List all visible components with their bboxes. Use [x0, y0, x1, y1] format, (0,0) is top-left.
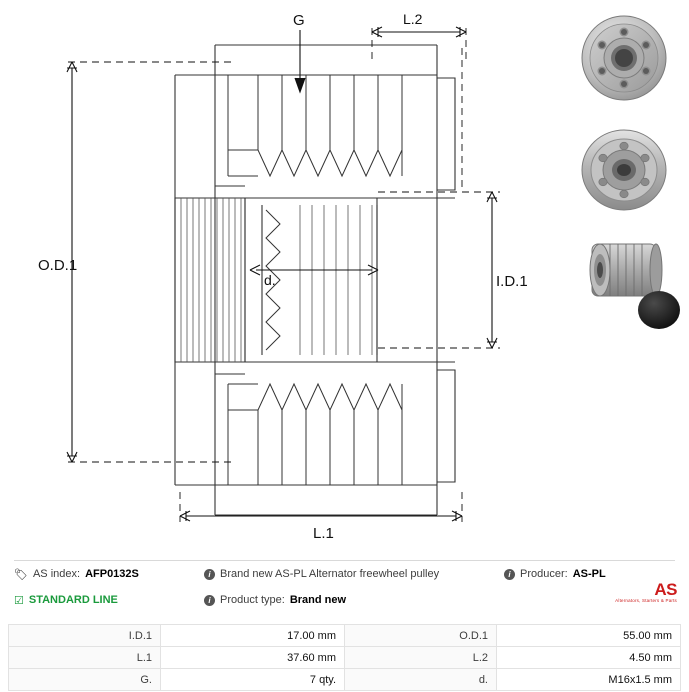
dimension-label-d: d. — [264, 272, 276, 288]
tag-icon: 🏷 — [14, 568, 28, 581]
as-index-label: AS index: — [32, 568, 81, 580]
table-row — [9, 625, 681, 647]
dimension-label-od1: O.D.1 — [38, 257, 78, 274]
photo-pulley-front-view[interactable] — [572, 6, 676, 110]
product-type-cell — [204, 594, 504, 606]
as-index-value: AFP0132S — [85, 568, 139, 580]
standard-line-cell — [14, 594, 204, 607]
brand-tagline: Alternators, Starters & Parts — [615, 598, 677, 603]
as-pl-brand-logo — [615, 581, 677, 604]
table-row — [9, 669, 681, 691]
check-icon: ☑ — [14, 594, 24, 607]
photo-cap-view[interactable] — [636, 288, 682, 332]
product-info-block — [0, 560, 689, 613]
spec-value-l2: 4.50 mm — [497, 647, 681, 669]
spec-label-l1: L.1 — [9, 647, 161, 669]
dimension-label-l1: L.1 — [313, 525, 334, 542]
info-row-2 — [14, 587, 675, 613]
spec-label-od1: O.D.1 — [345, 625, 497, 647]
standard-line-label: STANDARD LINE — [28, 594, 118, 606]
info-icon: i — [204, 595, 215, 606]
producer-cell — [504, 568, 675, 580]
brand-name: AS — [654, 580, 677, 599]
spec-label-l2: L.2 — [345, 647, 497, 669]
spec-value-od1: 55.00 mm — [497, 625, 681, 647]
product-type-value: Brand new — [289, 594, 347, 606]
dimension-label-id1: I.D.1 — [496, 273, 528, 290]
info-icon: i — [504, 569, 515, 580]
specifications-table — [8, 624, 681, 691]
spec-label-id1: I.D.1 — [9, 625, 161, 647]
dimension-label-g: G — [293, 12, 305, 29]
as-index-cell — [14, 568, 204, 581]
info-row-1 — [14, 561, 675, 587]
spec-value-g: 7 qty. — [161, 669, 345, 691]
dimension-label-l2: L.2 — [403, 11, 423, 27]
spec-value-id1: 17.00 mm — [161, 625, 345, 647]
description-text: Brand new AS-PL Alternator freewheel pulley — [220, 568, 440, 580]
photo-pulley-angled-view[interactable] — [572, 118, 676, 222]
spec-label-d: d. — [345, 669, 497, 691]
info-icon: i — [204, 569, 215, 580]
spec-label-g: G. — [9, 669, 161, 691]
producer-value: AS-PL — [572, 568, 606, 580]
product-photo-strip — [560, 0, 689, 560]
spec-value-d: M16x1.5 mm — [497, 669, 681, 691]
table-row — [9, 647, 681, 669]
description-cell — [204, 568, 504, 580]
spec-value-l1: 37.60 mm — [161, 647, 345, 669]
product-type-label: Product type: — [220, 594, 285, 606]
producer-label: Producer: — [520, 568, 568, 580]
